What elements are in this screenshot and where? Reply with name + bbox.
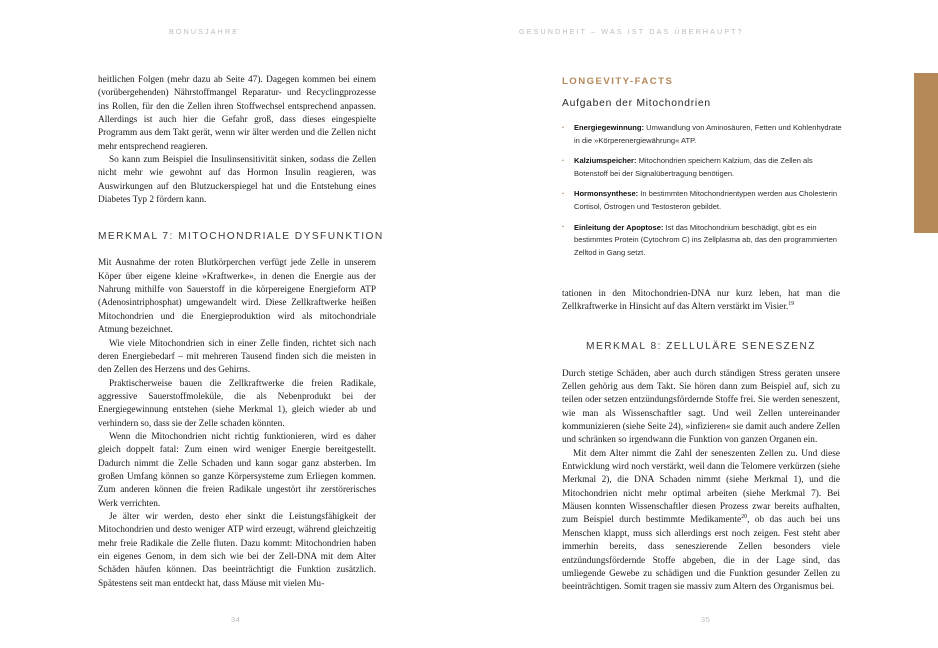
right-page — [469, 0, 938, 648]
running-head-right: GESUNDHEIT – WAS IST DAS ÜBERHAUPT? — [519, 27, 744, 36]
footnote-marker: 19 — [788, 301, 795, 308]
paragraph: So kann zum Beispiel die Insulinsensitivität sinken, sodass die Zellen nicht mehr wie gewohnt auf das Hormon Insulin reagieren, was Auswirkungen auf den Blutzuckerspiegel hat und die Entstehung eines Diabetes Typ 2 fördern kann. — [98, 155, 376, 206]
longevity-facts-box — [562, 76, 845, 259]
page-number-left: 34 — [231, 615, 241, 624]
chapter-edge-tab — [914, 73, 938, 233]
footnote-marker: 20 — [741, 514, 748, 521]
section-heading-merkmal-8: MERKMAL 8: ZELLULÄRE SENESZENZ — [586, 340, 816, 352]
fact-term: Einleitung der Apoptose: — [574, 222, 664, 232]
paragraph: Mit Ausnahme der roten Blutkörperchen verfügt jede Zelle in unserem Köper über eigene kleine »Kraftwerke«, in denen die Energie aus der Nahrung mithilfe von Sauerstoff in die körpereigene Energieform ATP (Adenosintriphosphat) umgewandelt wird. Diese Zellkraftwerke heißen Mitochondrien und die Energieproduktion wird als mitochondriale Atmung bezeichnet. — [98, 258, 376, 336]
paragraph — [562, 288, 840, 315]
fact-text: In bestimmten Mitochondrientypen werden aus Cholesterin Cortisol, Östrogen und Testosteron gebildet. — [574, 189, 838, 211]
running-head-left: BONUSJAHRE — [169, 27, 240, 36]
facts-box-subtitle: Aufgaben der Mitochondrien — [562, 98, 711, 109]
list-item — [562, 222, 845, 260]
fact-text: Umwandlung von Aminosäuren, Fetten und Kohlenhydrate in die »Körperenergiewährung« ATP. — [574, 123, 842, 145]
paragraph-part-2: , ob das auch bei uns Menschen klappt, muss sich allerdings erst noch zeigen. Fest steht aber immerhin bereits, dass seneszierende Zellen besonders viele entzündungsfördernde Stoffe abgeben, die in der Lage sind, das umliegende Gewebe zu schädigen und die Funktion gesunder Zellen zu beeinträchtigen. Somit tragen sie massiv zum Altern des Organismus bei. — [562, 515, 840, 593]
fact-term: Energiegewinnung: — [574, 123, 645, 132]
paragraph-part-1: Mit dem Alter nimmt die Zahl der seneszenten Zellen zu. Und diese Entwicklung wird noch verstärkt, weil dann die Telomere verkürzen (siehe Merkmal 2), die DNA Schaden nimmt (siehe Merkmal 1), und die Mitochondrien nicht mehr optimal arbeiten (siehe Merkmal 7). Bei Mäusen konnten Wissenschaftler diesen Prozess zwar bereits aufhalten, zum Beispiel durch bestimmte Medikamente — [562, 448, 840, 526]
section-heading-merkmal-7: MERKMAL 7: MITOCHONDRIALE DYSFUNKTION — [98, 231, 384, 243]
paragraph: Durch stetige Schäden, aber auch durch ständigen Stress geraten unsere Zellen gehörig aus dem Takt. Sie hören dann zum Beispiel auf, sich zu teilen oder setzen entzündungsfördernde Stoffe frei. Sie werden seneszent, wie man als Wissenschaftler sagt. Und weil Zellen untereinander kommunizieren (siehe Seite 24), »infizieren« sie damit auch andere Zellen und schränken so irgendwann die Funktion von ganzen Organen ein. — [562, 368, 840, 446]
fact-text: Ist das Mitochondrium beschädigt, gibt es ein bestimmtes Protein (Cytochrom C) ins Zellplasma ab, das den programmierten Zelltod in Gang setzt. — [574, 222, 837, 257]
continuation-text: tationen in den Mitochondrien-DNA nur kurz leben, hat man die Zellkraftwerke in Hinsicht auf das Altern verstärkt im Visier. — [562, 289, 840, 313]
paragraph: heitlichen Folgen (mehr dazu ab Seite 47). Dagegen kommen bei einem (vorübergehenden) Nährstoffmangel Reparatur- und Recyclingprozesse ins Rollen, für den die Zellen ihren Stoffwechsel entsprechend anpassen. Allerdings ist auch hier die Gefahr groß, dass dieses eingespielte Programm aus dem Takt gerät, wenn wir älter werden und die Zellen nicht mehr entsprechend reagieren. — [98, 75, 376, 152]
left-text-column — [98, 74, 384, 591]
fact-term: Hormonsynthese: — [574, 189, 639, 199]
paragraph: Praktischerweise bauen die Zellkraftwerke die freien Radikale, aggressive Sauerstoffmoleküle, die als Nebenprodukt bei der Energiegewinnung entstehen (siehe Merkmal 1), gleich wieder ab und verhindern so, dass sie der Zelle schaden könnten. — [98, 378, 376, 429]
paragraph — [562, 448, 840, 595]
list-item — [562, 155, 845, 180]
facts-box-title: LONGEVITY-FACTS — [562, 76, 674, 87]
paragraph: Wie viele Mitochondrien sich in einer Zelle finden, richtet sich nach deren Energiebedarf – mit mehreren Tausend finden sich die meisten in den Zellen des Herzens und des Gehirns. — [98, 338, 376, 376]
fact-term: Kalziumspeicher: — [574, 156, 637, 166]
list-item — [562, 188, 845, 213]
paragraph: Je älter wir werden, desto eher sinkt die Leistungsfähigkeit der Mitochondrien und desto weniger ATP wird erzeugt, während gleichzeitig mehr freie Radikale die Zelle fluten. Dazu kommt: Mitochondrien haben ein eigenes Genom, in dem sich wie bei der Zell-DNA mit dem Alter Schäden häufen können. Das beeinträchtigt die Funktion zusätzlich. Spätestens seit man entdeckt hat, dass Mäuse mit vielen Mu- — [98, 511, 376, 589]
facts-list — [562, 122, 845, 259]
right-text-column — [562, 288, 840, 595]
fact-text: Mitochondrien speichern Kalzium, das die Zellen als Botenstoff bei der Signalübertragung benötigen. — [574, 156, 813, 178]
page-number-right: 35 — [701, 615, 711, 624]
paragraph: Wenn die Mitochondrien nicht richtig funktionieren, wird es daher gleich doppelt fatal: Zum einen wird weniger Energie bereitgestellt. Dadurch nimmt die Zelle Schaden und kann sogar ganz absterben. Im großen Umfang können so ganze Körpersysteme zum Erliegen kommen. Zum anderen können die freien Radikale ungestört ihr zerstörerisches Werk verrichten. — [98, 431, 376, 509]
list-item — [562, 122, 845, 147]
